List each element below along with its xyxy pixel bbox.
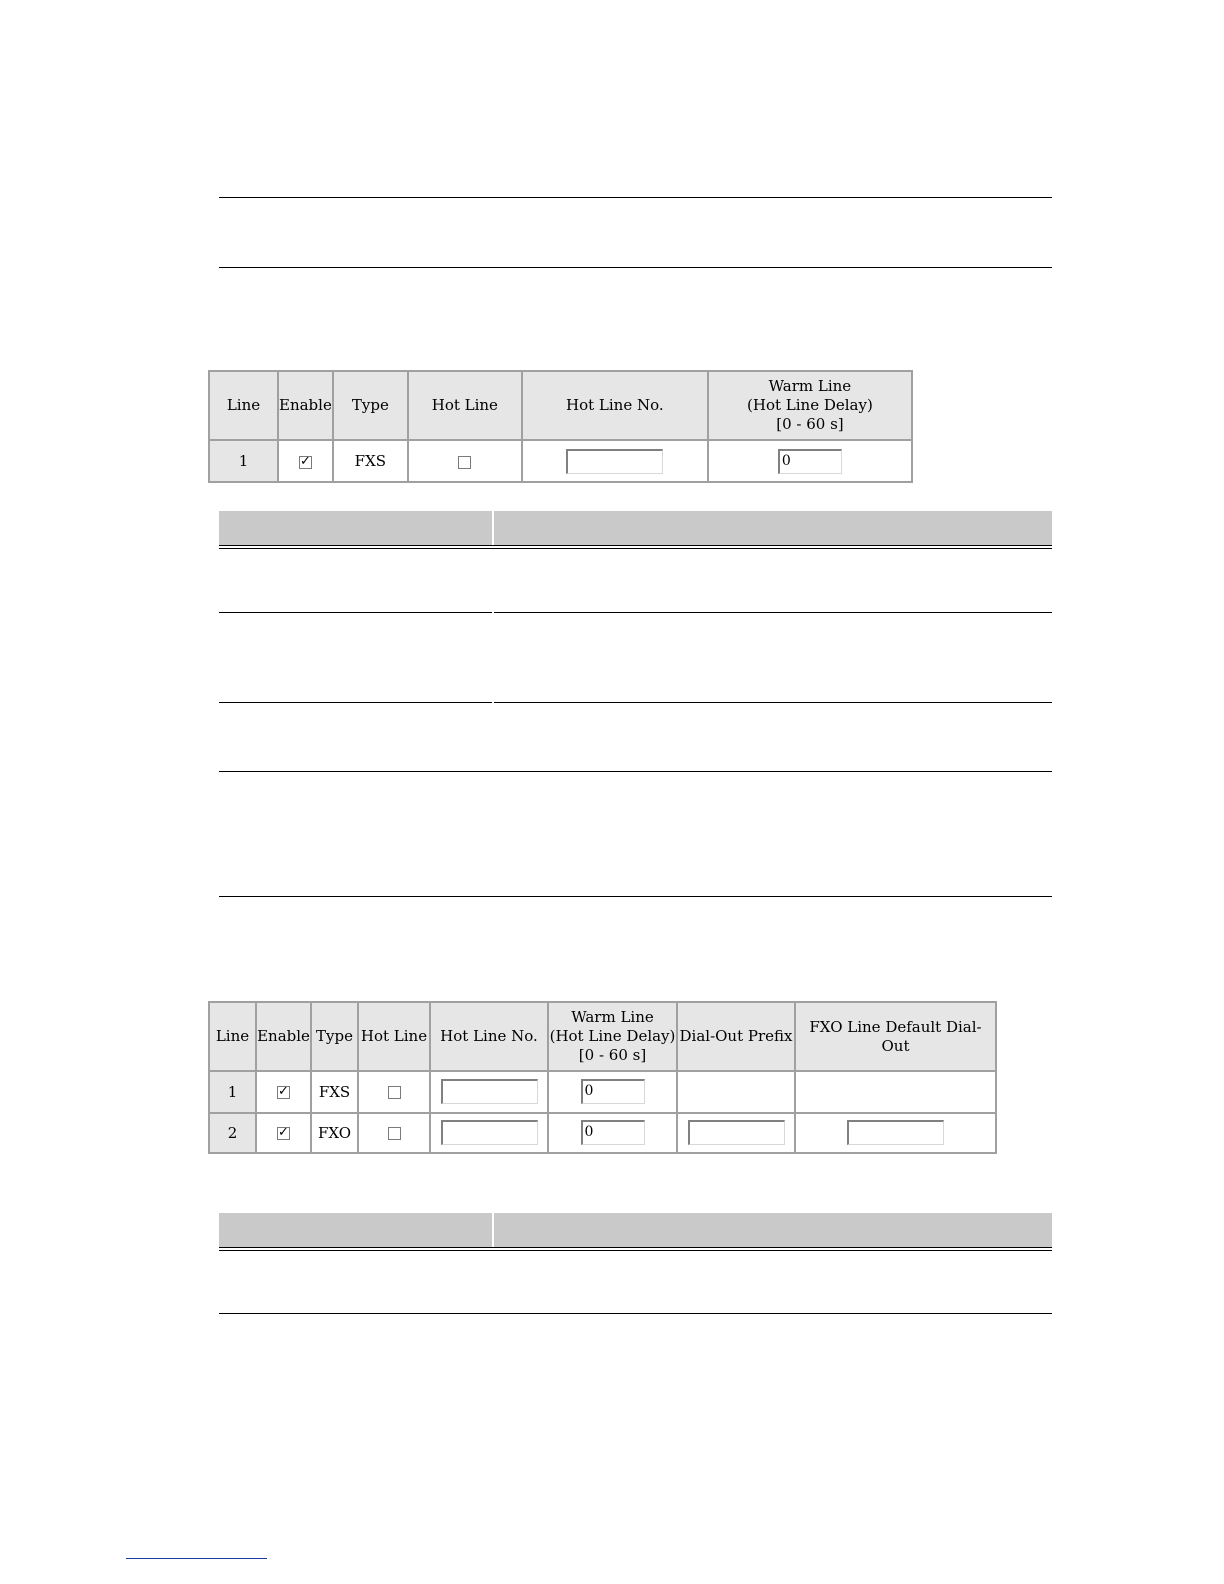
warm-line-label: Warm Line xyxy=(768,377,852,395)
hot-line-cell xyxy=(409,441,523,481)
col-header-enable: Enable xyxy=(279,372,334,441)
hot-line-no-input[interactable] xyxy=(441,1120,538,1145)
enable-checkbox[interactable] xyxy=(277,1127,290,1140)
row-divider xyxy=(219,702,492,703)
enable-cell xyxy=(279,441,334,481)
warm-line-cell xyxy=(549,1114,678,1152)
col-header-type: Type xyxy=(312,1003,359,1072)
enable-checkbox[interactable] xyxy=(277,1086,290,1099)
col-header-hot-line: Hot Line xyxy=(359,1003,431,1072)
col-header-line: Line xyxy=(210,1003,257,1072)
hot-line-checkbox[interactable] xyxy=(388,1086,401,1099)
table-row xyxy=(210,1114,995,1152)
divider-top-1 xyxy=(219,197,1052,198)
divider-top-2 xyxy=(219,267,1052,268)
checkmark-icon: ✓ xyxy=(278,1084,289,1100)
warm-line-delay-label: (Hot Line Delay) xyxy=(747,396,873,414)
line-type: FXS xyxy=(334,441,409,481)
col-header-line: Line xyxy=(210,372,279,441)
warm-line-cell xyxy=(709,441,911,481)
warm-line-input[interactable]: 0 xyxy=(581,1120,645,1145)
warm-line-cell xyxy=(549,1072,678,1114)
warm-line-range-label: [0 - 60 s] xyxy=(578,1046,647,1064)
line-number: 2 xyxy=(210,1114,257,1152)
col-header-type: Type xyxy=(334,372,409,441)
row-divider xyxy=(219,896,1052,897)
row-divider xyxy=(494,612,1052,613)
hot-line-cell xyxy=(359,1114,431,1152)
table-header-row xyxy=(210,1003,995,1072)
hot-line-checkbox[interactable] xyxy=(458,456,471,469)
col-header-hot-line: Hot Line xyxy=(409,372,523,441)
line-type: FXS xyxy=(312,1072,359,1114)
col-header-enable: Enable xyxy=(257,1003,312,1072)
checkmark-icon: ✓ xyxy=(299,453,311,469)
row-divider xyxy=(494,702,1052,703)
dial-out-prefix-input[interactable] xyxy=(688,1120,785,1145)
table-row xyxy=(210,1072,995,1114)
hot-line-cell xyxy=(359,1072,431,1114)
line-config-table-1 xyxy=(208,370,913,483)
hot-line-no-cell xyxy=(431,1072,549,1114)
dial-out-prefix-cell xyxy=(678,1072,796,1114)
line-number: 1 xyxy=(210,441,279,481)
col-header-warm-line xyxy=(549,1003,678,1072)
col-header-dial-out-prefix: Dial-Out Prefix xyxy=(678,1003,796,1072)
fxo-default-dial-out-input[interactable] xyxy=(847,1120,944,1145)
fxo-default-cell xyxy=(796,1114,995,1152)
parameter-table-header-2 xyxy=(219,1213,1052,1247)
warm-line-delay-label: (Hot Line Delay) xyxy=(549,1027,676,1045)
checkmark-icon: ✓ xyxy=(278,1125,289,1141)
enable-cell xyxy=(257,1114,312,1152)
hot-line-no-cell xyxy=(431,1114,549,1152)
parameter-table-header-1 xyxy=(219,511,1052,545)
col-header-hot-line-no: Hot Line No. xyxy=(523,372,709,441)
row-divider xyxy=(219,612,492,613)
table-header-row xyxy=(210,372,911,441)
parameter-table-header-rule-2 xyxy=(219,1247,1052,1251)
warm-line-label: Warm Line xyxy=(571,1008,654,1026)
table-row xyxy=(210,441,911,481)
enable-checkbox[interactable] xyxy=(299,453,312,469)
col-header-warm-line xyxy=(709,372,911,441)
line-type: FXO xyxy=(312,1114,359,1152)
row-divider xyxy=(219,771,1052,772)
footer-link[interactable] xyxy=(126,1558,267,1559)
enable-cell xyxy=(257,1072,312,1114)
hot-line-no-input[interactable] xyxy=(441,1079,538,1104)
hot-line-no-input[interactable] xyxy=(566,449,663,474)
hot-line-no-cell xyxy=(523,441,709,481)
parameter-table-header-rule-1 xyxy=(219,545,1052,549)
warm-line-input[interactable]: 0 xyxy=(778,449,842,474)
hot-line-checkbox[interactable] xyxy=(388,1127,401,1140)
row-divider xyxy=(219,1313,1052,1314)
fxo-default-cell xyxy=(796,1072,995,1114)
line-config-table-2 xyxy=(208,1001,997,1154)
warm-line-range-label: [0 - 60 s] xyxy=(776,415,844,433)
col-header-fxo-default: FXO Line Default Dial-Out xyxy=(796,1003,995,1072)
col-header-hot-line-no: Hot Line No. xyxy=(431,1003,549,1072)
dial-out-prefix-cell xyxy=(678,1114,796,1152)
line-number: 1 xyxy=(210,1072,257,1114)
warm-line-input[interactable]: 0 xyxy=(581,1079,645,1104)
